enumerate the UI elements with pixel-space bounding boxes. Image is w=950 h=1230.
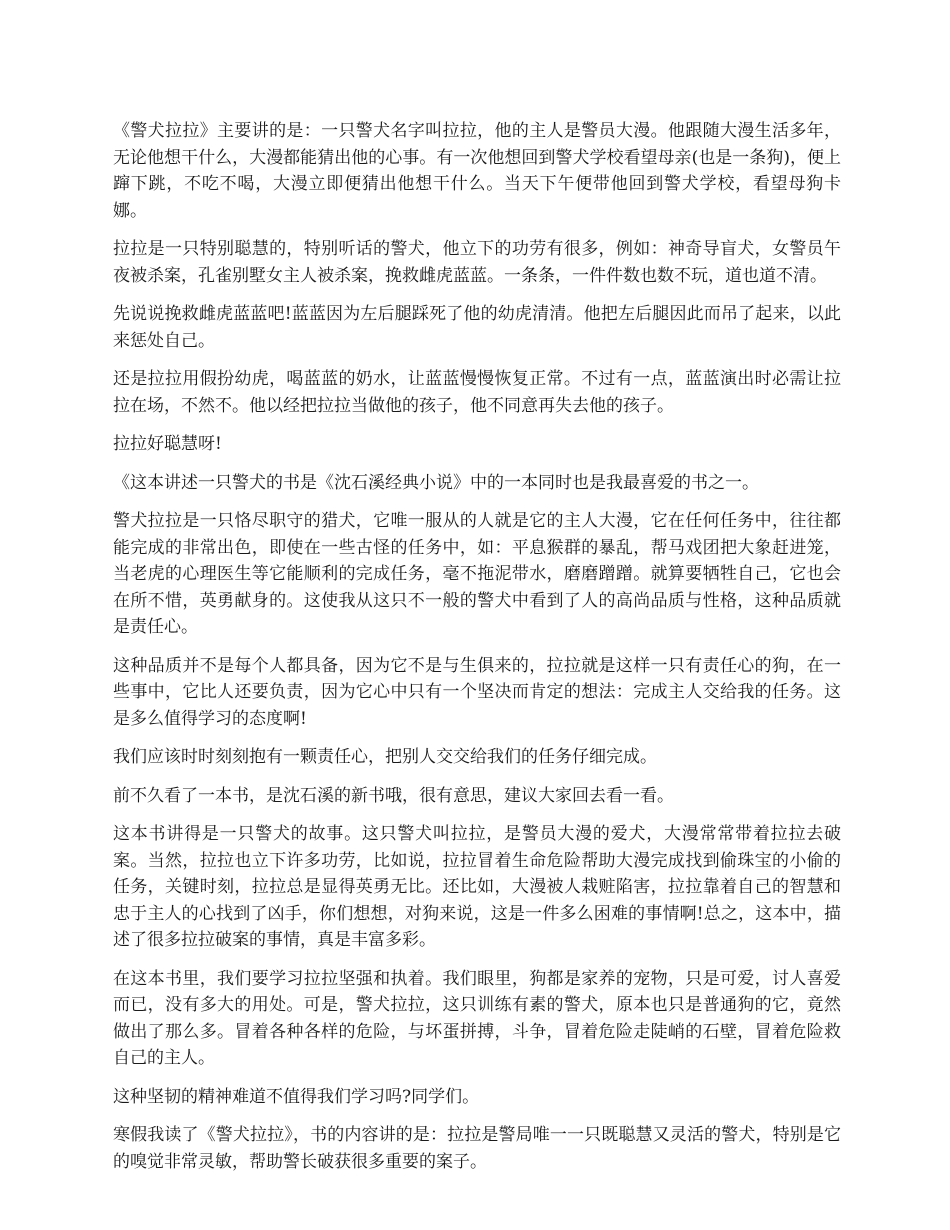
paragraph-3: 先说说挽救雌虎蓝蓝吧!蓝蓝因为左后腿踩死了他的幼虎清清。他把左后腿因此而吊了起来，以此来惩处自己。 <box>113 304 841 351</box>
paragraph-11: 这本书讲得是一只警犬的故事。这只警犬叫拉拉，是警员大漫的爱犬，大漫常常带着拉拉去破案。当然，拉拉也立下许多功劳，比如说，拉拉冒着生命危险帮助大漫完成找到偷珠宝的小偷的任务，关键时刻，拉拉总是显得英勇无比。还比如，大漫被人栽赃陷害，拉拉靠着自己的智慧和忠于主人的心找到了凶手，你们想想，对狗来说，这是一件多么困难的事情啊!总之，这本中，描述了很多拉拉破案的事情，真是丰富多彩。 <box>113 824 841 950</box>
paragraph-1: 《警犬拉拉》主要讲的是：一只警犬名字叫拉拉，他的主人是警员大漫。他跟随大漫生活多年，无论他想干什么，大漫都能猜出他的心事。有一次他想回到警犬学校看望母亲(也是一条狗)，便上蹿下跳，不吃不喝，大漫立即便猜出他想干什么。当天下午便带他回到警犬学校，看望母狗卡娜。 <box>113 121 841 221</box>
paragraph-9: 我们应该时时刻刻抱有一颗责任心，把别人交交给我们的任务仔细完成。 <box>113 747 657 767</box>
document-body <box>113 118 841 1187</box>
paragraph-13: 这种坚韧的精神难道不值得我们学习吗?同学们。 <box>113 1086 480 1107</box>
paragraph-6: 《这本讲述一只警犬的书是《沈石溪经典小说》中的一本同时也是我最喜爱的书之一。 <box>113 472 759 493</box>
paragraph-12: 在这本书里，我们要学习拉拉坚强和执着。我们眼里，狗都是家养的宠物，只是可爱，讨人喜爱而已，没有多大的用处。可是，警犬拉拉，这只训练有素的警犬，原本也只是普通狗的它，竟然做出了那么多。冒着各种各样的危险，与坏蛋拼搏，斗争，冒着危险走陡峭的石壁，冒着危险救自己的主人。 <box>113 968 841 1068</box>
paragraph-5: 拉拉好聪慧呀! <box>113 434 222 454</box>
paragraph-7: 警犬拉拉是一只恪尽职守的猎犬，它唯一服从的人就是它的主人大漫，它在任何任务中，往往都能完成的非常出色，即使在一些古怪的任务中，如：平息猴群的暴乱，帮马戏团把大象赶进笼，当老虎的心理医生等它能顺利的完成任务，毫不拖泥带水，磨磨蹭蹭。就算要牺牲自己，它也会在所不惜，英勇献身的。这使我从这只不一般的警犬中看到了人的高尚品质与性格，这种品质就是责任心。 <box>113 511 841 637</box>
paragraph-8: 这种品质并不是每个人都具备，因为它不是与生俱来的，拉拉就是这样一只有责任心的狗，在一些事中，它比人还要负责，因为它心中只有一个坚决而肯定的想法：完成主人交给我的任务。这是多么值得学习的态度啊! <box>113 655 841 729</box>
paragraph-2: 拉拉是一只特别聪慧的，特别听话的警犬，他立下的功劳有很多，例如：神奇导盲犬，女警员午夜被杀案，孔雀别墅女主人被杀案，挽救雌虎蓝蓝。一条条，一件件数也数不玩，道也道不清。 <box>113 239 841 286</box>
paragraph-14: 寒假我读了《警犬拉拉》，书的内容讲的是：拉拉是警局唯一一只既聪慧又灵活的警犬，特别是它的嗅觉非常灵敏，帮助警长破获很多重要的案子。 <box>113 1125 841 1172</box>
paragraph-10: 前不久看了一本书，是沈石溪的新书哦，很有意思，建议大家回去看一看。 <box>113 785 674 806</box>
paragraph-4: 还是拉拉用假扮幼虎，喝蓝蓝的奶水，让蓝蓝慢慢恢复正常。不过有一点，蓝蓝演出时必需让拉拉在场，不然不。他以经把拉拉当做他的孩子，他不同意再失去他的孩子。 <box>113 369 841 416</box>
